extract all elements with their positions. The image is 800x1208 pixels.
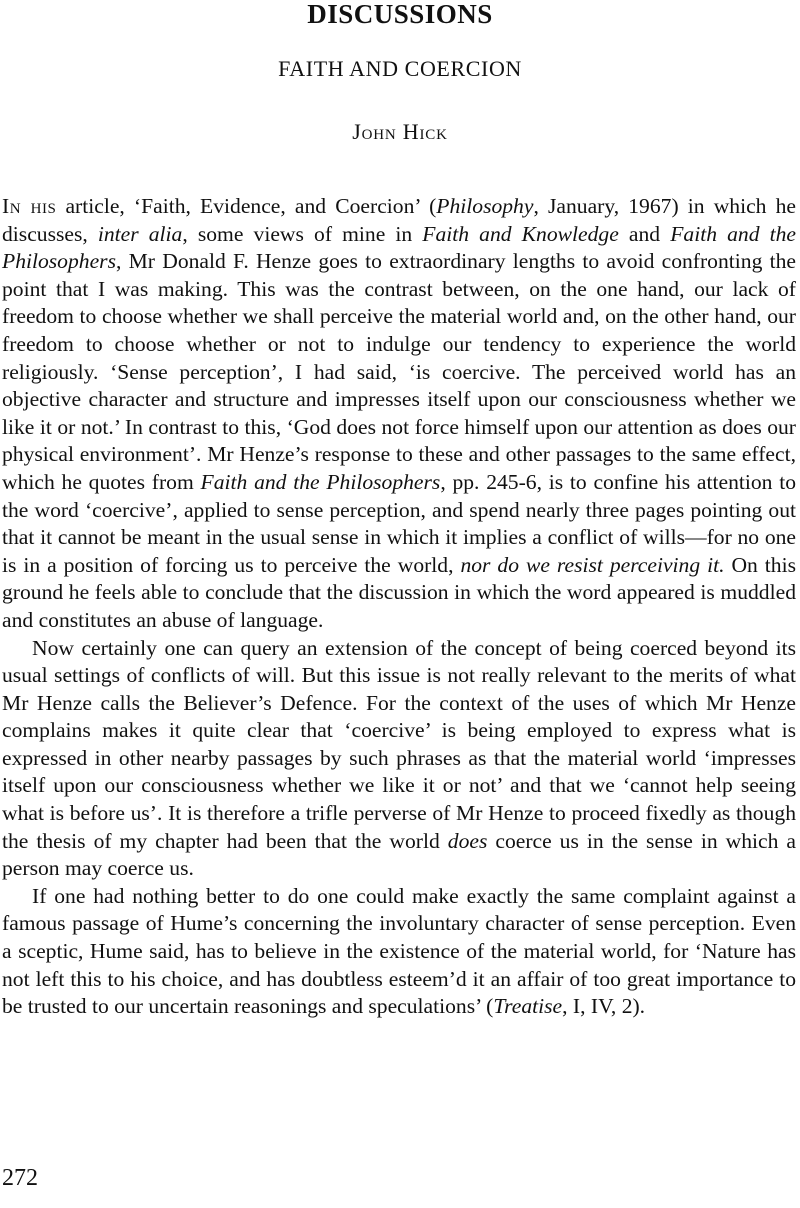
text-run: On this ground he feels able to conclude that the discussion in which the word appeared is muddled and constitutes an abuse of language. [2,552,797,632]
text-run: coerce us in the sense in which a person may coerce us. [2,828,796,881]
italic-emphasis: nor do we resist perceiving it. [460,552,725,577]
italic-title-treatise: Treatise [493,994,563,1019]
text-run: and [618,221,671,246]
section-heading: DISCUSSIONS [307,0,493,29]
lead-in-small-caps: In his [2,194,57,218]
text-run: , Mr Donald F. Henze goes to extraordinary lengths to avoid confronting the point that I was making. This was the contrast between, on the one hand, our lack of freedom to choose whether we shall perceive the material world and, on the other hand, our freedom to choose whether or not to indulge our tendency to experience the world religiously. ‘Sense perception’, I had said, ‘is coercive. The perceived world has an objective character and structure and impresses itself upon our consciousness whether we like it or not.’ In contrast to this, ‘God does not force himself upon our attention as does our physical environment’. Mr Henze’s response to these and other passages to the same effect, which he quotes from [2,249,796,494]
italic-title-philosophy: Philosophy [436,194,534,218]
paragraph-2 [2,635,796,883]
paragraph-1 [2,193,796,635]
text-run: , pp. 245-6, is to confine his attention to the word ‘coercive’, applied to sense perception, and spend nearly three pages pointing out that it cannot be meant in the usual sense in which it implies a conflict of wills—for no one is in a position of forcing us to perceive the world, [2,469,797,577]
italic-title-faith-and-knowledge: Faith and Knowledge [422,221,619,246]
text-run: , some views of mine in [182,221,423,246]
text-run: Now certainly one can query an extension of the concept of being coerced beyond its usual settings of conflicts of will. But this issue is not really relevant to the merits of what Mr Henze calls the Believer’s Defence. For the context of the uses of which Mr Henze complains makes it quite clear that ‘coercive’ is being employed to express what is expressed in other nearby passages by such phrases as that the material world ‘impresses itself upon our consciousness whether we like it or not’ and that we ‘cannot help seeing what is before us’. It is therefore a trifle perverse of Mr Henze to proceed fixedly as though the thesis of my chapter had been that the world [2,635,796,853]
italic-title-faith-and-the-philosophers: Faith and the Philosophers [2,221,796,274]
text-run: If one had nothing better to do one could make exactly the same complaint against a famous passage of Hume’s concerning the involuntary character of sense perception. Even a sceptic, Hume said, has to believe in the existence of the material world, for ‘Nature has not left this to his choice, and has doubtless esteem’d it an affair of too great importance to be trusted to our uncertain reasonings and speculations’ ( [2,883,796,1019]
author-name: John Hick [352,119,448,144]
text-run: article, ‘Faith, Evidence, and Coercion’ ( [56,194,437,218]
article-body [2,193,796,1021]
article-title: FAITH AND COERCION [278,56,522,81]
page-number: 272 [2,1165,38,1191]
text-run: , January, 1967) in which he discusses, [2,194,796,246]
italic-title-faith-and-the-philosophers: Faith and the Philosophers [200,469,441,494]
text-run: , I, IV, 2). [562,994,646,1019]
italic-phrase-inter-alia: inter alia [97,221,183,246]
paragraph-3 [2,883,796,1021]
italic-emphasis-does: does [447,828,488,853]
